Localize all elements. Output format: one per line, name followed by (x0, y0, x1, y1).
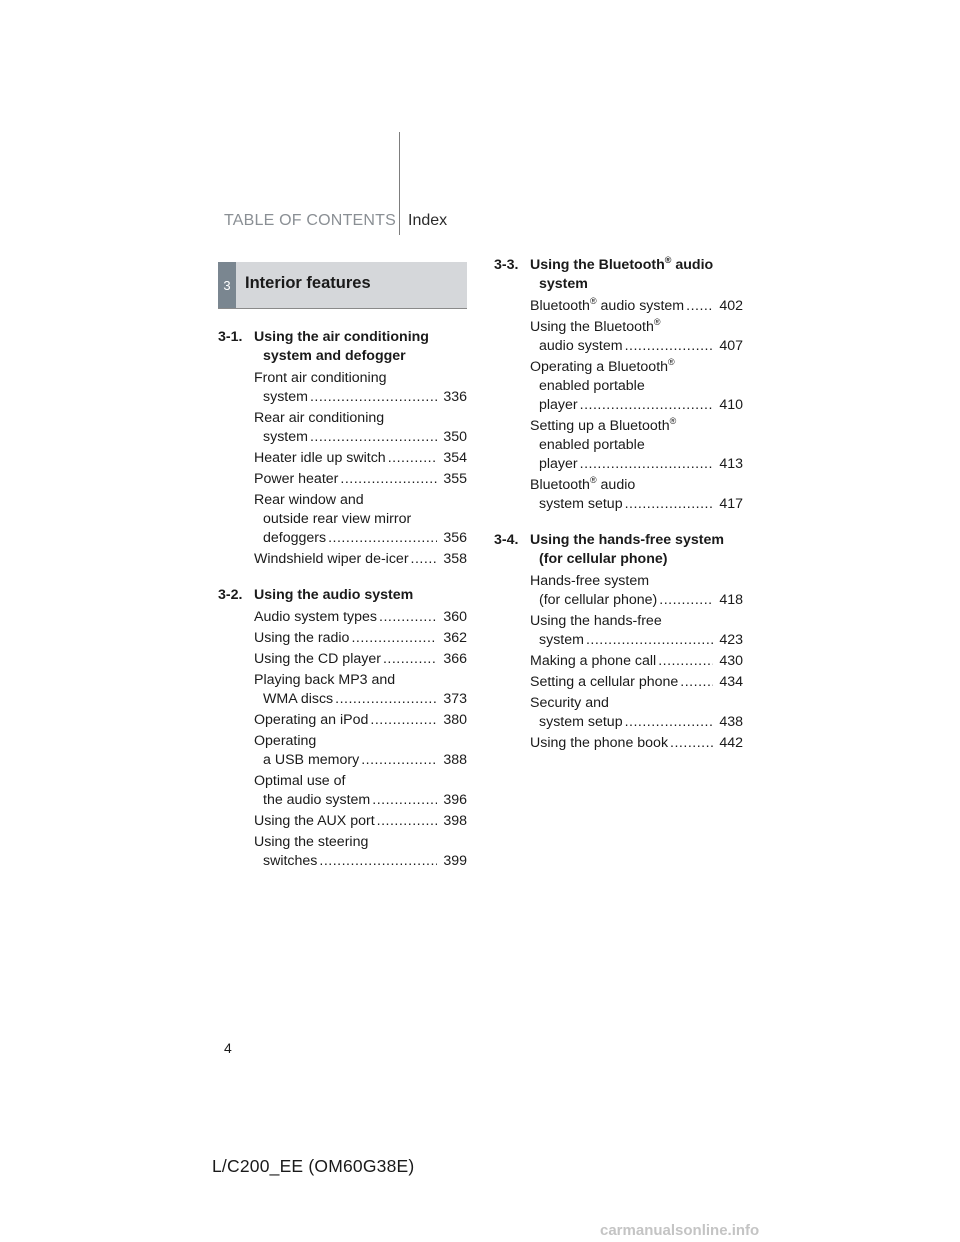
index-link[interactable]: Index (408, 212, 448, 229)
toc-entry[interactable] (530, 476, 743, 514)
dot-leader (586, 631, 713, 650)
group-number: 3-1. (218, 329, 243, 345)
toc-entry[interactable] (254, 449, 467, 468)
toc-entry-text: (for cellular phone) (539, 592, 658, 608)
toc-entry-text: Front air conditioning (254, 370, 387, 386)
dot-leader (580, 455, 713, 474)
toc-entry-page: 336 (443, 389, 467, 405)
group-number: 3-3. (494, 257, 519, 273)
toc-entry-text: system (263, 389, 308, 405)
group-title: Using the Bluetooth® audio system (530, 255, 714, 292)
toc-entry-page: 417 (719, 496, 743, 512)
toc-entry-text: Windshield wiper de-icer (254, 551, 409, 567)
dot-leader (379, 608, 437, 627)
dot-leader (319, 852, 437, 871)
toc-entry-page: 399 (443, 853, 467, 869)
dot-leader (351, 629, 437, 648)
dot-leader (335, 690, 437, 709)
toc-group-heading[interactable] (218, 586, 467, 605)
toc-column-right (494, 256, 743, 770)
dot-leader (659, 591, 713, 610)
group-title: Using the hands-free system (for cellular phone) (530, 532, 724, 567)
toc-entry-text: player (539, 397, 578, 413)
dot-leader (625, 713, 713, 732)
toc-entry-page: 396 (443, 792, 467, 808)
toc-entry-text: Rear window and (254, 492, 364, 508)
toc-entry-page: 355 (443, 471, 467, 487)
toc-group (218, 328, 467, 569)
toc-column-left (218, 328, 467, 888)
toc-entry-text: Power heater (254, 471, 339, 487)
dot-leader (670, 734, 713, 753)
toc-entry-text: Using the AUX port (254, 813, 375, 829)
watermark: carmanualsonline.info (600, 1222, 760, 1239)
toc-entry-page: 373 (443, 691, 467, 707)
toc-entry-text: Bluetooth® audio system (530, 296, 685, 314)
toc-entry-text: Using the radio (254, 630, 350, 646)
toc-entry-text: Bluetooth® audio (530, 475, 636, 493)
toc-entry-text: Using the phone book (530, 735, 669, 751)
toc-entry-text: Making a phone call (530, 653, 657, 669)
toc-entry[interactable] (254, 608, 467, 627)
toc-entry-page: 442 (719, 735, 743, 751)
toc-entry-text: Playing back MP3 and (254, 672, 396, 688)
dot-leader (625, 495, 713, 514)
toc-entry-page: 388 (443, 752, 467, 768)
toc-entry-text: Using the hands-free (530, 613, 662, 629)
section-banner-underline (218, 308, 467, 309)
dot-leader (580, 396, 713, 415)
group-number: 3-4. (494, 532, 519, 548)
toc-entry-page: 398 (443, 813, 467, 829)
toc-entry[interactable] (254, 650, 467, 669)
toc-entry-text: defoggers (263, 530, 327, 546)
toc-entry[interactable] (530, 318, 743, 356)
toc-entry[interactable] (254, 833, 467, 871)
toc-entry[interactable] (530, 612, 743, 650)
dot-leader (372, 791, 437, 810)
toc-group-heading[interactable] (494, 531, 743, 569)
toc-entry[interactable] (254, 409, 467, 447)
toc-group (218, 586, 467, 871)
toc-entry[interactable] (254, 671, 467, 709)
toc-entry[interactable] (530, 673, 743, 692)
toc-entry[interactable] (254, 772, 467, 810)
dot-leader (658, 652, 713, 671)
toc-entry-page: 354 (443, 450, 467, 466)
toc-entry-page: 360 (443, 609, 467, 625)
toc-entry-text: Using the Bluetooth® (530, 317, 661, 335)
toc-entry-page: 407 (719, 338, 743, 354)
toc-entry[interactable] (530, 417, 743, 474)
toc-entry-page: 358 (443, 551, 467, 567)
toc-entry-page: 362 (443, 630, 467, 646)
toc-entry[interactable] (254, 491, 467, 548)
toc-entry-text: system setup (539, 496, 623, 512)
dot-leader (680, 673, 713, 692)
toc-entry-text: Rear air conditioning (254, 410, 385, 426)
toc-entry[interactable] (254, 812, 467, 831)
toc-entry[interactable] (254, 369, 467, 407)
toc-entry-text: system setup (539, 714, 623, 730)
toc-entry-text: system (263, 429, 308, 445)
dot-leader (411, 550, 437, 569)
toc-entry-text: enabled portable (539, 437, 645, 453)
toc-entry-text: WMA discs (263, 691, 334, 707)
toc-entry-page: 418 (719, 592, 743, 608)
toc-entry-text: Heater idle up switch (254, 450, 386, 466)
toc-group-heading[interactable] (218, 328, 467, 366)
group-title: Using the audio system (254, 587, 414, 603)
toc-entry[interactable] (254, 711, 467, 730)
dot-leader (370, 711, 437, 730)
toc-entry-text: Setting up a Bluetooth® (530, 416, 677, 434)
toc-entry-page: 423 (719, 632, 743, 648)
toc-entry[interactable] (254, 732, 467, 770)
toc-entry-text: Security and (530, 695, 609, 711)
toc-entry-page: 434 (719, 674, 743, 690)
dot-leader (388, 449, 437, 468)
toc-entry-text: Audio system types (254, 609, 378, 625)
page-number: 4 (224, 1040, 232, 1056)
toc-entry[interactable] (530, 734, 743, 753)
toc-entry-page: 430 (719, 653, 743, 669)
toc-entry[interactable] (530, 358, 743, 415)
toc-entry-text: Using the steering (254, 834, 369, 850)
toc-entry-page: 410 (719, 397, 743, 413)
toc-entry-text: outside rear view mirror (263, 511, 412, 527)
toc-entry-page: 380 (443, 712, 467, 728)
toc-group-heading[interactable] (494, 256, 743, 294)
toc-entry[interactable] (530, 652, 743, 671)
toc-entry-text: Optimal use of (254, 773, 346, 789)
toc-entry[interactable] (530, 694, 743, 732)
toc-entry-page: 438 (719, 714, 743, 730)
dot-leader (328, 529, 437, 548)
toc-entry-page: 366 (443, 651, 467, 667)
toc-link[interactable]: TABLE OF CONTENTS (224, 212, 397, 229)
toc-group (494, 256, 743, 514)
section-title: Interior features (245, 274, 371, 292)
dot-leader (377, 812, 437, 831)
toc-entry[interactable] (254, 629, 467, 648)
nav-divider (399, 132, 400, 235)
toc-entry-text: the audio system (263, 792, 371, 808)
toc-entry-text: Operating a Bluetooth® (530, 357, 675, 375)
toc-entry-text: Operating an iPod (254, 712, 369, 728)
dot-leader (310, 428, 437, 447)
toc-group (494, 531, 743, 753)
group-title: Using the air conditioning system and defogger (254, 329, 429, 364)
toc-entry-text: audio system (539, 338, 623, 354)
toc-entry[interactable] (254, 470, 467, 489)
manual-code: L/C200_EE (OM60G38E) (212, 1156, 415, 1176)
toc-entry-text: Using the CD player (254, 651, 381, 667)
dot-leader (383, 650, 437, 669)
toc-entry-text: system (539, 632, 584, 648)
toc-entry-text: Operating (254, 733, 317, 749)
group-number: 3-2. (218, 587, 243, 603)
section-banner (218, 262, 467, 308)
dot-leader (686, 297, 713, 316)
toc-entry[interactable] (530, 572, 743, 610)
toc-entry-page: 413 (719, 456, 743, 472)
toc-entry[interactable] (254, 550, 467, 569)
dot-leader (361, 751, 437, 770)
dot-leader (340, 470, 437, 489)
toc-entry-text: switches (263, 853, 318, 869)
toc-entry-text: a USB memory (263, 752, 360, 768)
toc-entry-page: 356 (443, 530, 467, 546)
toc-entry-page: 402 (719, 298, 743, 314)
section-number-tab: 3 (218, 262, 236, 308)
toc-entry-text: enabled portable (539, 378, 645, 394)
dot-leader (625, 337, 713, 356)
toc-entry[interactable] (530, 297, 743, 316)
toc-entry-text: player (539, 456, 578, 472)
dot-leader (310, 388, 437, 407)
toc-entry-text: Setting a cellular phone (530, 674, 679, 690)
toc-entry-page: 350 (443, 429, 467, 445)
toc-entry-text: Hands-free system (530, 573, 650, 589)
